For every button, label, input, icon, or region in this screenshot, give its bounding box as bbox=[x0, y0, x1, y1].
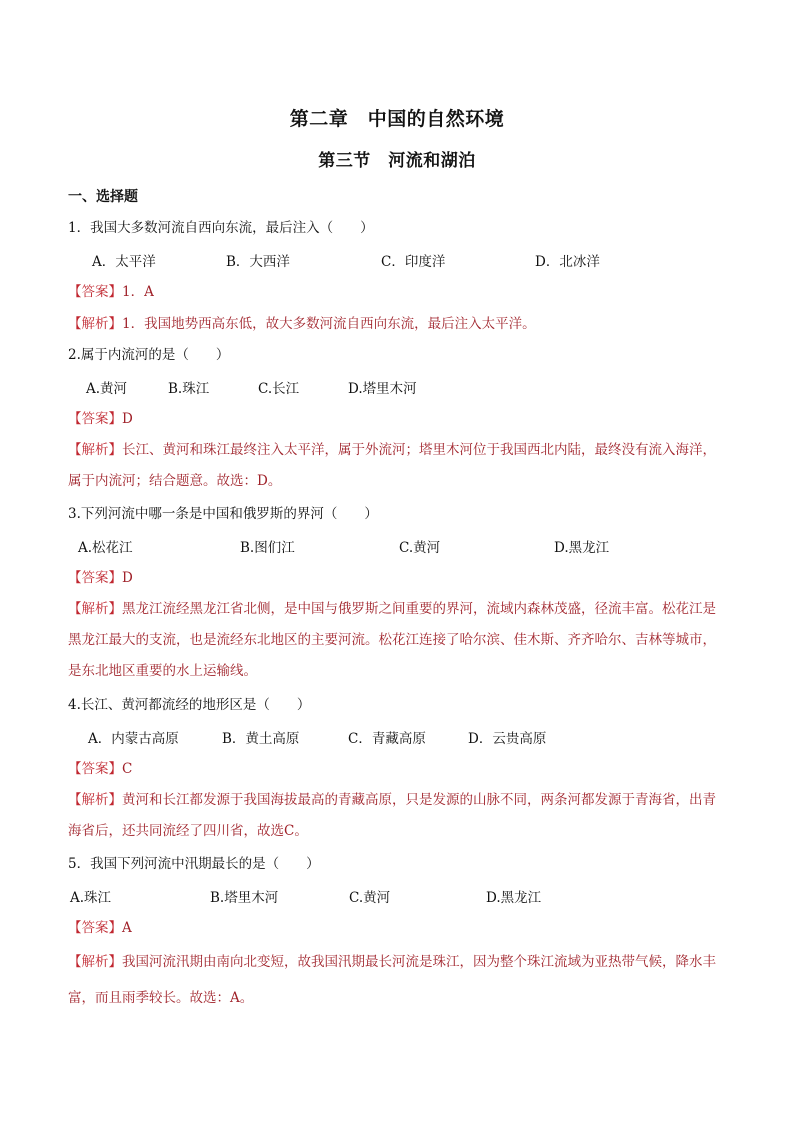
answer-value: A bbox=[122, 920, 132, 936]
analysis-line bbox=[68, 785, 724, 847]
chapter-title: 第二章 中国的自然环境 bbox=[289, 108, 505, 130]
question-stem: 1．我国大多数河流自西向东流，最后注入（ ） bbox=[68, 220, 374, 236]
answer-value: 1．A bbox=[122, 284, 154, 300]
analysis-text: 我国河流汛期由南向北变短，故我国汛期最长河流是珠江，因为整个珠江流域为亚热带气候，降水丰富，而且雨季较长。故选：A。 bbox=[68, 954, 716, 1006]
analysis-text: 1．我国地势西高东低，故大多数河流自西向东流，最后注入太平洋。 bbox=[122, 316, 536, 332]
answer-tag: 【答案】 bbox=[68, 761, 122, 777]
option: D.黑龙江 bbox=[554, 540, 610, 556]
option: C.黄河 bbox=[399, 540, 441, 556]
answer-line bbox=[68, 918, 132, 938]
question-stem: 5．我国下列河流中汛期最长的是（ ） bbox=[68, 856, 320, 872]
analysis-line bbox=[68, 314, 536, 334]
option: B.塔里木河 bbox=[210, 890, 279, 906]
question-stem: 4.长江、黄河都流经的地形区是（ ） bbox=[68, 697, 311, 713]
answer-line bbox=[68, 568, 133, 588]
option: B.珠江 bbox=[168, 381, 210, 397]
answer-value: D bbox=[122, 411, 133, 427]
option: D．北冰洋 bbox=[535, 254, 600, 270]
answer-tag: 【答案】 bbox=[68, 284, 122, 300]
answer-value: C bbox=[122, 761, 133, 777]
analysis-tag: 【解析】 bbox=[68, 792, 122, 808]
option: D．云贵高原 bbox=[468, 731, 547, 747]
option: C.黄河 bbox=[349, 890, 391, 906]
answer-tag: 【答案】 bbox=[68, 570, 122, 586]
option: B．黄土高原 bbox=[222, 731, 300, 747]
option: A.黄河 bbox=[86, 381, 128, 397]
answer-line bbox=[68, 282, 154, 302]
option: C．印度洋 bbox=[381, 254, 446, 270]
answer-tag: 【答案】 bbox=[68, 411, 122, 427]
question-stem: 2.属于内流河的是（ ） bbox=[68, 347, 230, 363]
option: A.珠江 bbox=[70, 890, 112, 906]
option: A.松花江 bbox=[78, 540, 133, 556]
analysis-line bbox=[68, 944, 724, 1016]
option: D.塔里木河 bbox=[348, 381, 417, 397]
analysis-tag: 【解析】 bbox=[68, 954, 122, 970]
analysis-line bbox=[68, 435, 724, 497]
question-stem: 3.下列河流中哪一条是中国和俄罗斯的界河（ ） bbox=[68, 506, 378, 522]
option: A．内蒙古高原 bbox=[88, 731, 179, 747]
analysis-tag: 【解析】 bbox=[68, 442, 122, 458]
answer-tag: 【答案】 bbox=[68, 920, 122, 936]
option: C.长江 bbox=[258, 381, 300, 397]
analysis-text: 黄河和长江都发源于我国海拔最高的青藏高原，只是发源的山脉不同，两条河都发源于青海省，出青海省后，还共同流经了四川省，故选C。 bbox=[68, 792, 716, 839]
answer-line bbox=[68, 759, 132, 779]
analysis-tag: 【解析】 bbox=[68, 316, 122, 332]
option: C．青藏高原 bbox=[348, 731, 426, 747]
option: A．太平洋 bbox=[92, 254, 156, 270]
analysis-text: 黑龙江流经黑龙江省北侧，是中国与俄罗斯之间重要的界河，流域内森林茂盛，径流丰富。松花江是黑龙江最大的支流，也是流经东北地区的主要河流。松花江连接了哈尔滨、佳木斯、齐齐哈尔、吉林等城市，是东北地区重要的水上运输线。 bbox=[68, 601, 716, 679]
option: D.黑龙江 bbox=[486, 890, 542, 906]
answer-line bbox=[68, 409, 133, 429]
answer-value: D bbox=[122, 570, 133, 586]
option: B．大西洋 bbox=[226, 254, 290, 270]
option: B.图们江 bbox=[240, 540, 295, 556]
analysis-line bbox=[68, 594, 724, 687]
section-heading: 一、选择题 bbox=[68, 189, 138, 205]
section-title: 第三节 河流和湖泊 bbox=[318, 151, 476, 171]
analysis-tag: 【解析】 bbox=[68, 601, 122, 617]
analysis-text: 长江、黄河和珠江最终注入太平洋，属于外流河；塔里木河位于我国西北内陆，最终没有流入海洋，属于内流河；结合题意。故选：D。 bbox=[68, 442, 716, 489]
